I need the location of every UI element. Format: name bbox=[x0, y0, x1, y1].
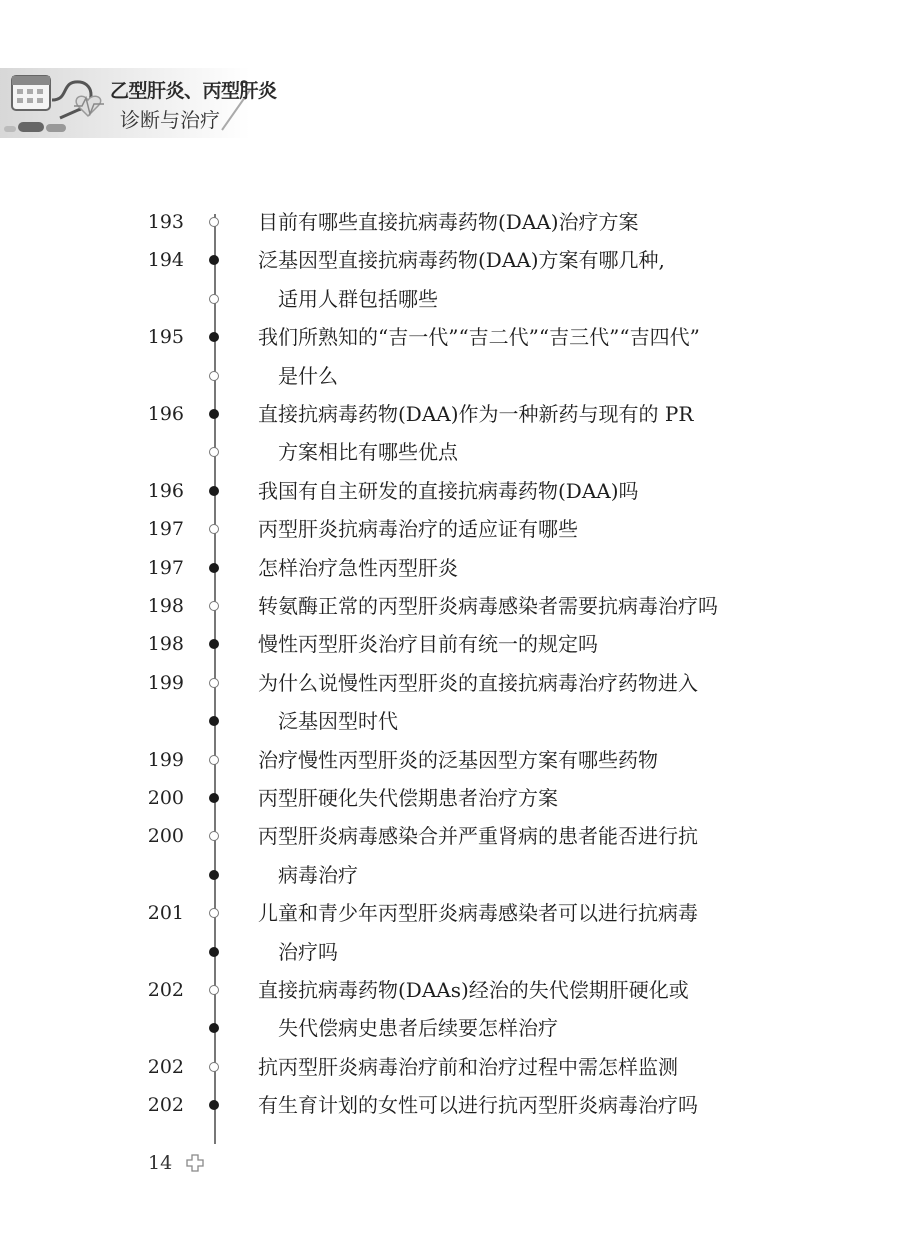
toc-row bbox=[0, 587, 900, 625]
toc-page-number: 194 bbox=[147, 249, 184, 272]
toc-row bbox=[0, 549, 900, 587]
toc-entry-text: 泛基因型直接抗病毒药物(DAA)方案有哪几种, bbox=[258, 248, 665, 273]
toc-row bbox=[0, 1086, 900, 1124]
toc-entry-text: 直接抗病毒药物(DAAs)经治的失代偿期肝硬化或 bbox=[258, 978, 689, 1002]
toc-row bbox=[0, 779, 900, 817]
toc-page-number: 198 bbox=[147, 595, 184, 617]
cross-outline-icon bbox=[186, 1154, 204, 1172]
toc-page-number: 198 bbox=[147, 633, 184, 656]
hollow-dot-icon bbox=[209, 1062, 219, 1072]
filled-dot-icon bbox=[209, 255, 219, 265]
toc-entry-text: 是什么 bbox=[278, 363, 338, 388]
toc-row bbox=[0, 741, 900, 779]
filled-dot-icon bbox=[209, 639, 219, 649]
filled-dot-icon bbox=[209, 947, 219, 957]
toc-entry-text: 方案相比有哪些优点 bbox=[278, 440, 458, 465]
hollow-dot-icon bbox=[209, 601, 219, 611]
toc-page-number: 196 bbox=[147, 403, 184, 425]
book-subtitle: 诊断与治疗 bbox=[120, 108, 220, 132]
hollow-dot-icon bbox=[209, 447, 219, 457]
toc-entry-text: 治疗吗 bbox=[278, 939, 338, 964]
filled-dot-icon bbox=[209, 486, 219, 496]
toc-row bbox=[0, 318, 900, 356]
toc-entry-text: 直接抗病毒药物(DAA)作为一种新药与现有的 PR bbox=[258, 402, 694, 426]
toc-page-number: 197 bbox=[147, 556, 184, 579]
toc-page-number: 201 bbox=[147, 902, 184, 925]
hollow-dot-icon bbox=[209, 524, 219, 534]
toc-row bbox=[0, 894, 900, 932]
hollow-dot-icon bbox=[209, 217, 219, 227]
toc-entry-text: 慢性丙型肝炎治疗目前有统一的规定吗 bbox=[258, 632, 598, 657]
toc-page-number: 202 bbox=[147, 1055, 184, 1078]
toc-page-number: 202 bbox=[147, 979, 184, 1001]
toc-page-number: 202 bbox=[147, 1094, 184, 1117]
toc-row bbox=[0, 933, 900, 971]
filled-dot-icon bbox=[209, 1023, 219, 1033]
toc-entry-text: 适用人群包括哪些 bbox=[278, 286, 438, 311]
filled-dot-icon bbox=[209, 332, 219, 342]
toc-row bbox=[0, 817, 900, 855]
toc-entry-text: 有生育计划的女性可以进行抗丙型肝炎病毒治疗吗 bbox=[258, 1093, 698, 1118]
hollow-dot-icon bbox=[209, 678, 219, 688]
page-number: 14 bbox=[148, 1152, 173, 1174]
filled-dot-icon bbox=[209, 563, 219, 573]
toc-row bbox=[0, 433, 900, 471]
toc-row bbox=[0, 1048, 900, 1086]
toc-page-number: 196 bbox=[147, 479, 184, 502]
toc-entry-text: 目前有哪些直接抗病毒药物(DAA)治疗方案 bbox=[258, 210, 639, 234]
toc-row bbox=[0, 203, 900, 241]
toc-page-number: 197 bbox=[147, 518, 184, 541]
toc-entry-text: 儿童和青少年丙型肝炎病毒感染者可以进行抗病毒 bbox=[258, 901, 698, 926]
toc-row bbox=[0, 664, 900, 702]
toc-page-number: 199 bbox=[147, 671, 184, 694]
toc-row bbox=[0, 971, 900, 1009]
toc-entry-text: 病毒治疗 bbox=[278, 862, 358, 887]
toc-row bbox=[0, 472, 900, 510]
hollow-dot-icon bbox=[209, 294, 219, 304]
toc-row bbox=[0, 625, 900, 663]
toc-entry-text: 我们所熟知的“吉一代”“吉二代”“吉三代”“吉四代” bbox=[258, 325, 700, 350]
toc-entry-text: 丙型肝炎抗病毒治疗的适应证有哪些 bbox=[258, 517, 578, 542]
toc-row bbox=[0, 395, 900, 433]
toc-row bbox=[0, 357, 900, 395]
hollow-dot-icon bbox=[209, 908, 219, 918]
toc-page-number: 195 bbox=[147, 326, 184, 349]
toc-entry-text: 丙型肝炎病毒感染合并严重肾病的患者能否进行抗 bbox=[258, 824, 698, 849]
hollow-dot-icon bbox=[209, 755, 219, 765]
toc-page-number: 199 bbox=[147, 748, 184, 771]
toc-page-number: 200 bbox=[147, 825, 184, 848]
toc-entry-text: 我国有自主研发的直接抗病毒药物(DAA)吗 bbox=[258, 478, 639, 503]
toc-entry-text: 怎样治疗急性丙型肝炎 bbox=[258, 555, 458, 580]
toc-entry-text: 丙型肝硬化失代偿期患者治疗方案 bbox=[258, 786, 558, 810]
toc-row bbox=[0, 702, 900, 740]
toc-entry-text: 转氨酶正常的丙型肝炎病毒感染者需要抗病毒治疗吗 bbox=[258, 594, 718, 618]
toc-entry-text: 治疗慢性丙型肝炎的泛基因型方案有哪些药物 bbox=[258, 747, 658, 772]
filled-dot-icon bbox=[209, 870, 219, 880]
toc-entry-text: 失代偿病史患者后续要怎样治疗 bbox=[278, 1016, 558, 1041]
toc-row bbox=[0, 241, 900, 279]
toc-row bbox=[0, 280, 900, 318]
toc-page-number: 193 bbox=[147, 211, 184, 233]
toc-entry-text: 为什么说慢性丙型肝炎的直接抗病毒治疗药物进入 bbox=[258, 670, 698, 695]
toc-row bbox=[0, 510, 900, 548]
toc-page-number: 200 bbox=[147, 787, 184, 809]
toc-row bbox=[0, 1009, 900, 1047]
hollow-dot-icon bbox=[209, 985, 219, 995]
filled-dot-icon bbox=[209, 1100, 219, 1110]
hollow-dot-icon bbox=[209, 831, 219, 841]
toc-entry-text: 抗丙型肝炎病毒治疗前和治疗过程中需怎样监测 bbox=[258, 1054, 678, 1079]
book-title: 乙型肝炎、丙型肝炎 bbox=[110, 80, 277, 102]
filled-dot-icon bbox=[209, 409, 219, 419]
filled-dot-icon bbox=[209, 793, 219, 803]
toc-row bbox=[0, 856, 900, 894]
running-header bbox=[0, 60, 277, 150]
filled-dot-icon bbox=[209, 716, 219, 726]
toc-entry-text: 泛基因型时代 bbox=[278, 709, 398, 734]
hollow-dot-icon bbox=[209, 371, 219, 381]
